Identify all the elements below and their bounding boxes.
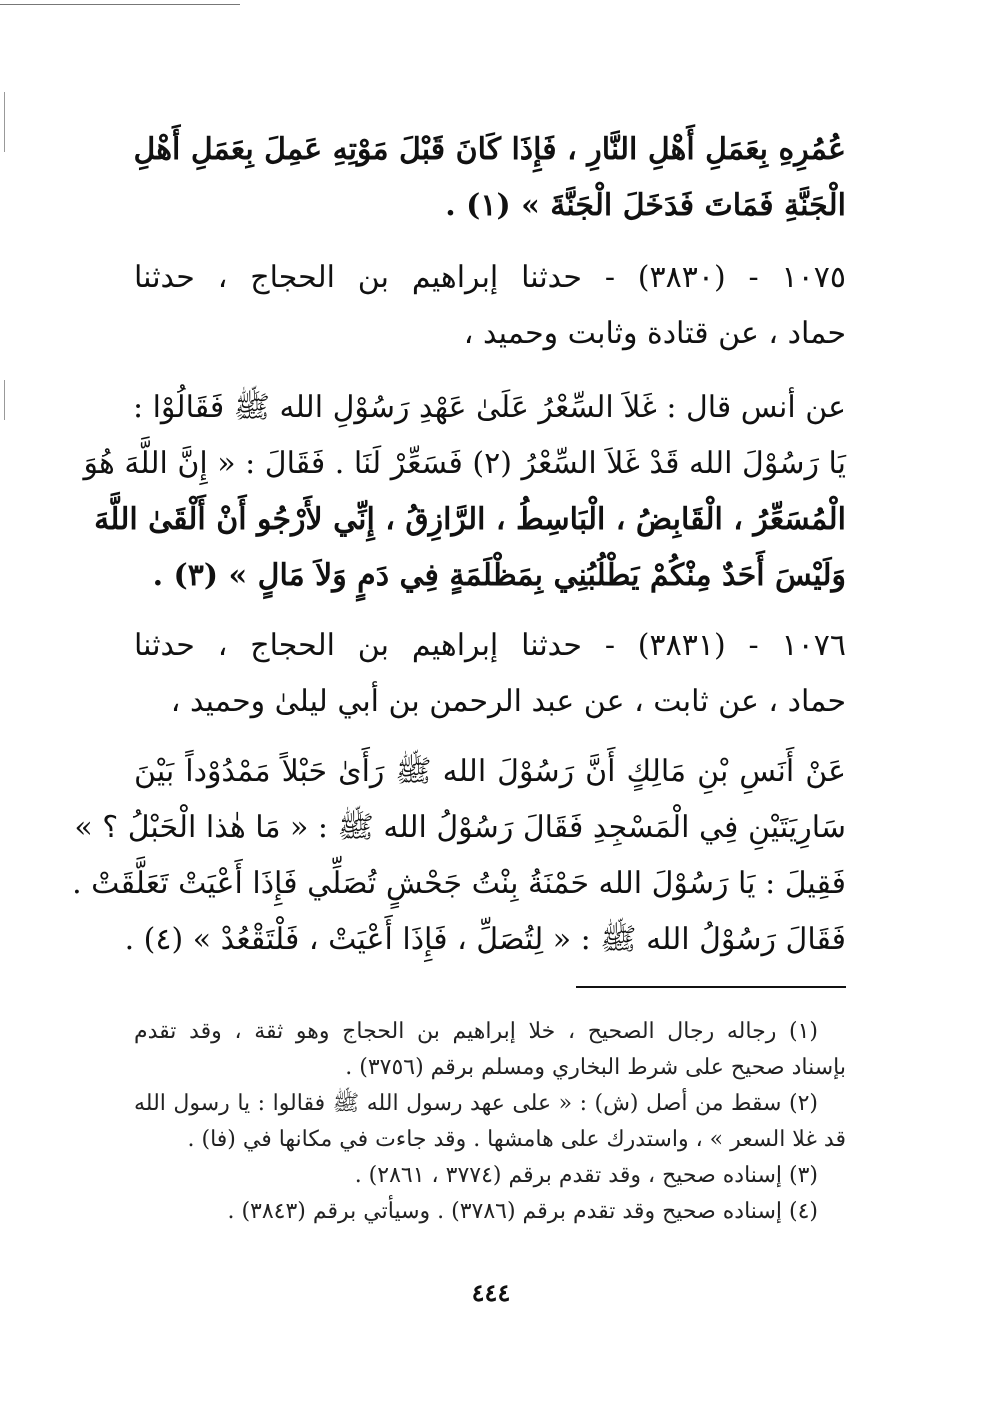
text-line: الْمُسَعِّرُ ، الْقَابِضُ ، الْبَاسِطُ ، الرَّازِقُ ، إِنِّي لأَرْجُو أَنْ أَلْقَىٰ اللَّهَ [94,502,846,537]
text-line: وَلَيْسَ أَحَدٌ مِنْكُمْ يَطْلُبُنِي بِمَظْلَمَةٍ فِي دَمٍ وَلاَ مَالٍ » (٣) . [152,558,846,593]
footnote-line: (١) رجاله رجال الصحيح ، خلا إبراهيم بن الحجاج وهو ثقة ، وقد تقدم [134,1019,818,1044]
top-edge-rule [0,4,240,5]
text-line: عن أنس قال : غَلاَ السِّعْرُ عَلَىٰ عَهْدِ رَسُوْلِ الله ﷺ فَقَالُوْا : [132,390,846,425]
paragraph-matn-1075 [83,380,846,604]
paragraph-isnad-1076 [134,618,846,730]
text-line: فَقِيلَ : يَا رَسُوْلَ الله حَمْنَةُ بِنْتُ جَحْشٍ تُصَلِّي فَإِذَا أَعْيَتْ تَعَلَّقَتْ . [72,866,846,901]
paragraph-matn-1076 [72,744,846,968]
footnote-line: (٢) سقط من أصل (ش) : « على عهد رسول الله ﷺ فقالوا : يا رسول الله [134,1091,818,1116]
text-line: عَنْ أَنَسِ بْنِ مَالِكٍ أَنَّ رَسُوْلَ الله ﷺ رَأَىٰ حَبْلاً مَمْدُوْداً بَيْنَ [134,754,846,789]
footnote-line: بإسناد صحيح على شرط البخاري ومسلم برقم (٣٧٥٦) . [345,1055,846,1080]
text-line: ١٠٧٥ - (٣٨٣٠) - حدثنا إبراهيم بن الحجاج ، حدثنا [134,260,846,295]
page-number: ٤٤٤ [471,1278,511,1307]
text-line: سَارِيَتَيْنِ فِي الْمَسْجِدِ فَقَالَ رَسُوْلُ الله ﷺ : « مَا هٰذا الْحَبْلُ ؟ » [74,810,846,845]
text-line: عُمُرِهِ بِعَمَلِ أَهْلِ النَّارِ ، فَإِذَا كَانَ قَبْلَ مَوْتِهِ عَمِلَ بِعَمَلِ أَهْلِ [133,132,846,167]
text-line: حماد ، عن قتادة وثابت وحميد ، [463,316,846,351]
footnote-line: (٤) إسناده صحيح وقد تقدم برقم (٣٧٨٦) . وسيأتي برقم (٣٨٤٣) . [227,1199,818,1224]
footnotes [134,1014,846,1230]
left-edge-rule [4,92,5,152]
text-line: حماد ، عن ثابت ، عن عبد الرحمن بن أبي ليلىٰ وحميد ، [170,684,846,719]
paragraph-isnad-1075 [134,250,846,362]
text-line: يَا رَسُوْلَ الله قَدْ غَلاَ السِّعْرُ (٢) فَسَعِّرْ لَنَا . فَقَالَ : « إِنَّ اللَّهَ هُوَ [83,446,846,481]
paragraph-hadith-continuation [134,122,846,234]
footnote-line: قد غلا السعر » ، واستدرك على هامشها . وقد جاءت في مكانها في (فا) . [187,1127,846,1152]
footnote-line: (٣) إسناده صحيح ، وقد تقدم برقم (٣٧٧٤ ، ٢٨٦١) . [354,1163,818,1188]
text-line: ١٠٧٦ - (٣٨٣١) - حدثنا إبراهيم بن الحجاج ، حدثنا [134,628,846,663]
left-edge-rule-lower [4,380,5,420]
footnote-separator [576,986,846,988]
text-line: فَقَالَ رَسُوْلُ الله ﷺ : « لِتُصَلِّ ، فَإِذَا أَعْيَتْ ، فَلْتَقْعُدْ » (٤) . [124,922,846,957]
text-line: الْجَنَّةِ فَمَاتَ فَدَخَلَ الْجَنَّةَ » (١) . [445,188,846,223]
